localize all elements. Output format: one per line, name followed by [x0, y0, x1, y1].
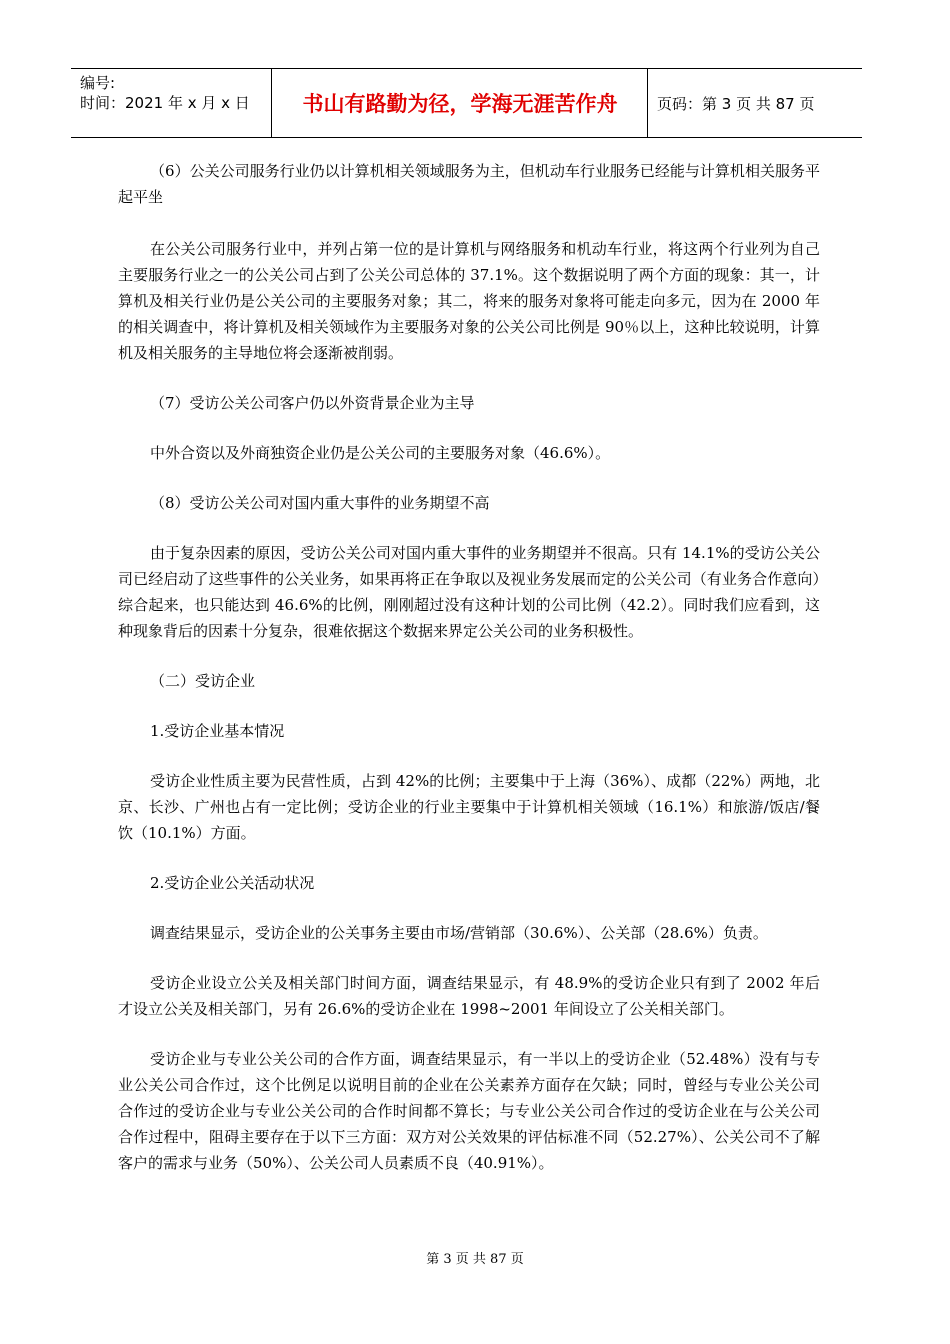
- paragraph-cooperation: 受访企业与专业公关公司的合作方面，调查结果显示，有一半以上的受访企业（52.48%）没有与专业公关公司合作过，这个比例足以说明目前的企业在公关素养方面存在欠缺；同时，曾经与专业公关公司合作过的受访企业与专业公关公司的合作时间都不算长；与专业公关公司合作过的受访企业在与公关公司合作过程中，阻碍主要存在于以下三方面：双方对公关效果的评估标准不同（52.27%）、公关公司不了解客户的需求与业务（50%）、公关公司人员素质不良（40.91%）。: [118, 1050, 820, 1172]
- document-number-label: 编号:: [80, 74, 116, 92]
- heading-basic-info: 1.受访企业基本情况: [150, 722, 285, 740]
- heading-7: （7）受访公关公司客户仍以外资背景企业为主导: [150, 394, 475, 412]
- paragraph-clients: 中外合资以及外商独资企业仍是公关公司的主要服务对象（46.6%）。: [150, 444, 611, 462]
- section-heading-enterprises: （二）受访企业: [150, 672, 256, 690]
- page-footer: 第 3 页 共 87 页: [426, 1252, 524, 1267]
- paragraph-department-setup: 受访企业设立公关及相关部门时间方面，调查结果显示，有 48.9%的受访企业只有到了 2002 年后才设立公关及相关部门，另有 26.6%的受访企业在 1998~2001 年间设立了公关相关部门。: [118, 974, 820, 1018]
- paragraph-major-events: 由于复杂因素的原因，受访公关公司对国内重大事件的业务期望并不很高。只有 14.1%的受访公关公司已经启动了这些事件的公关业务，如果再将正在争取以及视业务发展而定的公关公司（有业务合作意向）综合起来，也只能达到 46.6%的比例，刚刚超过没有这种计划的公司比例（42.2）。同时我们应看到，这种现象背后的因素十分复杂，很难依据这个数据来界定公关公司的业务积极性。: [118, 544, 820, 640]
- document-body: [118, 158, 820, 1176]
- paragraph-pr-departments: 调查结果显示，受访企业的公关事务主要由市场/营销部（30.6%）、公关部（28.6%）负责。: [150, 924, 768, 942]
- heading-8: （8）受访公关公司对国内重大事件的业务期望不高: [150, 494, 490, 512]
- header-table: [71, 68, 862, 138]
- heading-pr-activities: 2.受访企业公关活动状况: [150, 874, 315, 892]
- paragraph-basic-info: 受访企业性质主要为民营性质，占到 42%的比例；主要集中于上海（36%）、成都（22%）两地，北京、长沙、广州也占有一定比例；受访企业的行业主要集中于计算机相关领域（16.1%）和旅游/饭店/餐饮（10.1%）方面。: [118, 772, 820, 842]
- document-time-label: 时间：2021 年 x 月 x 日: [80, 94, 250, 112]
- header-page-info: 页码：第 3 页 共 87 页: [657, 94, 815, 113]
- header-meta-cell: [71, 69, 272, 137]
- header-motto: 书山有路勤为径，学海无涯苦作舟: [273, 69, 648, 137]
- heading-6: （6）公关公司服务行业仍以计算机相关领域服务为主，但机动车行业服务已经能与计算机相关服务平起平坐: [118, 162, 820, 206]
- paragraph-service-industry: 在公关公司服务行业中，并列占第一位的是计算机与网络服务和机动车行业，将这两个行业列为自己主要服务行业之一的公关公司占到了公关公司总体的 37.1%。这个数据说明了两个方面的现象：其一，计算机及相关行业仍是公关公司的主要服务对象；其二，将来的服务对象将可能走向多元，因为在 2000 年的相关调查中，将计算机及相关领域作为主要服务对象的公关公司比例是 90％以上，这种比较说明，计算机及相关服务的主导地位将会逐渐被削弱。: [118, 240, 820, 362]
